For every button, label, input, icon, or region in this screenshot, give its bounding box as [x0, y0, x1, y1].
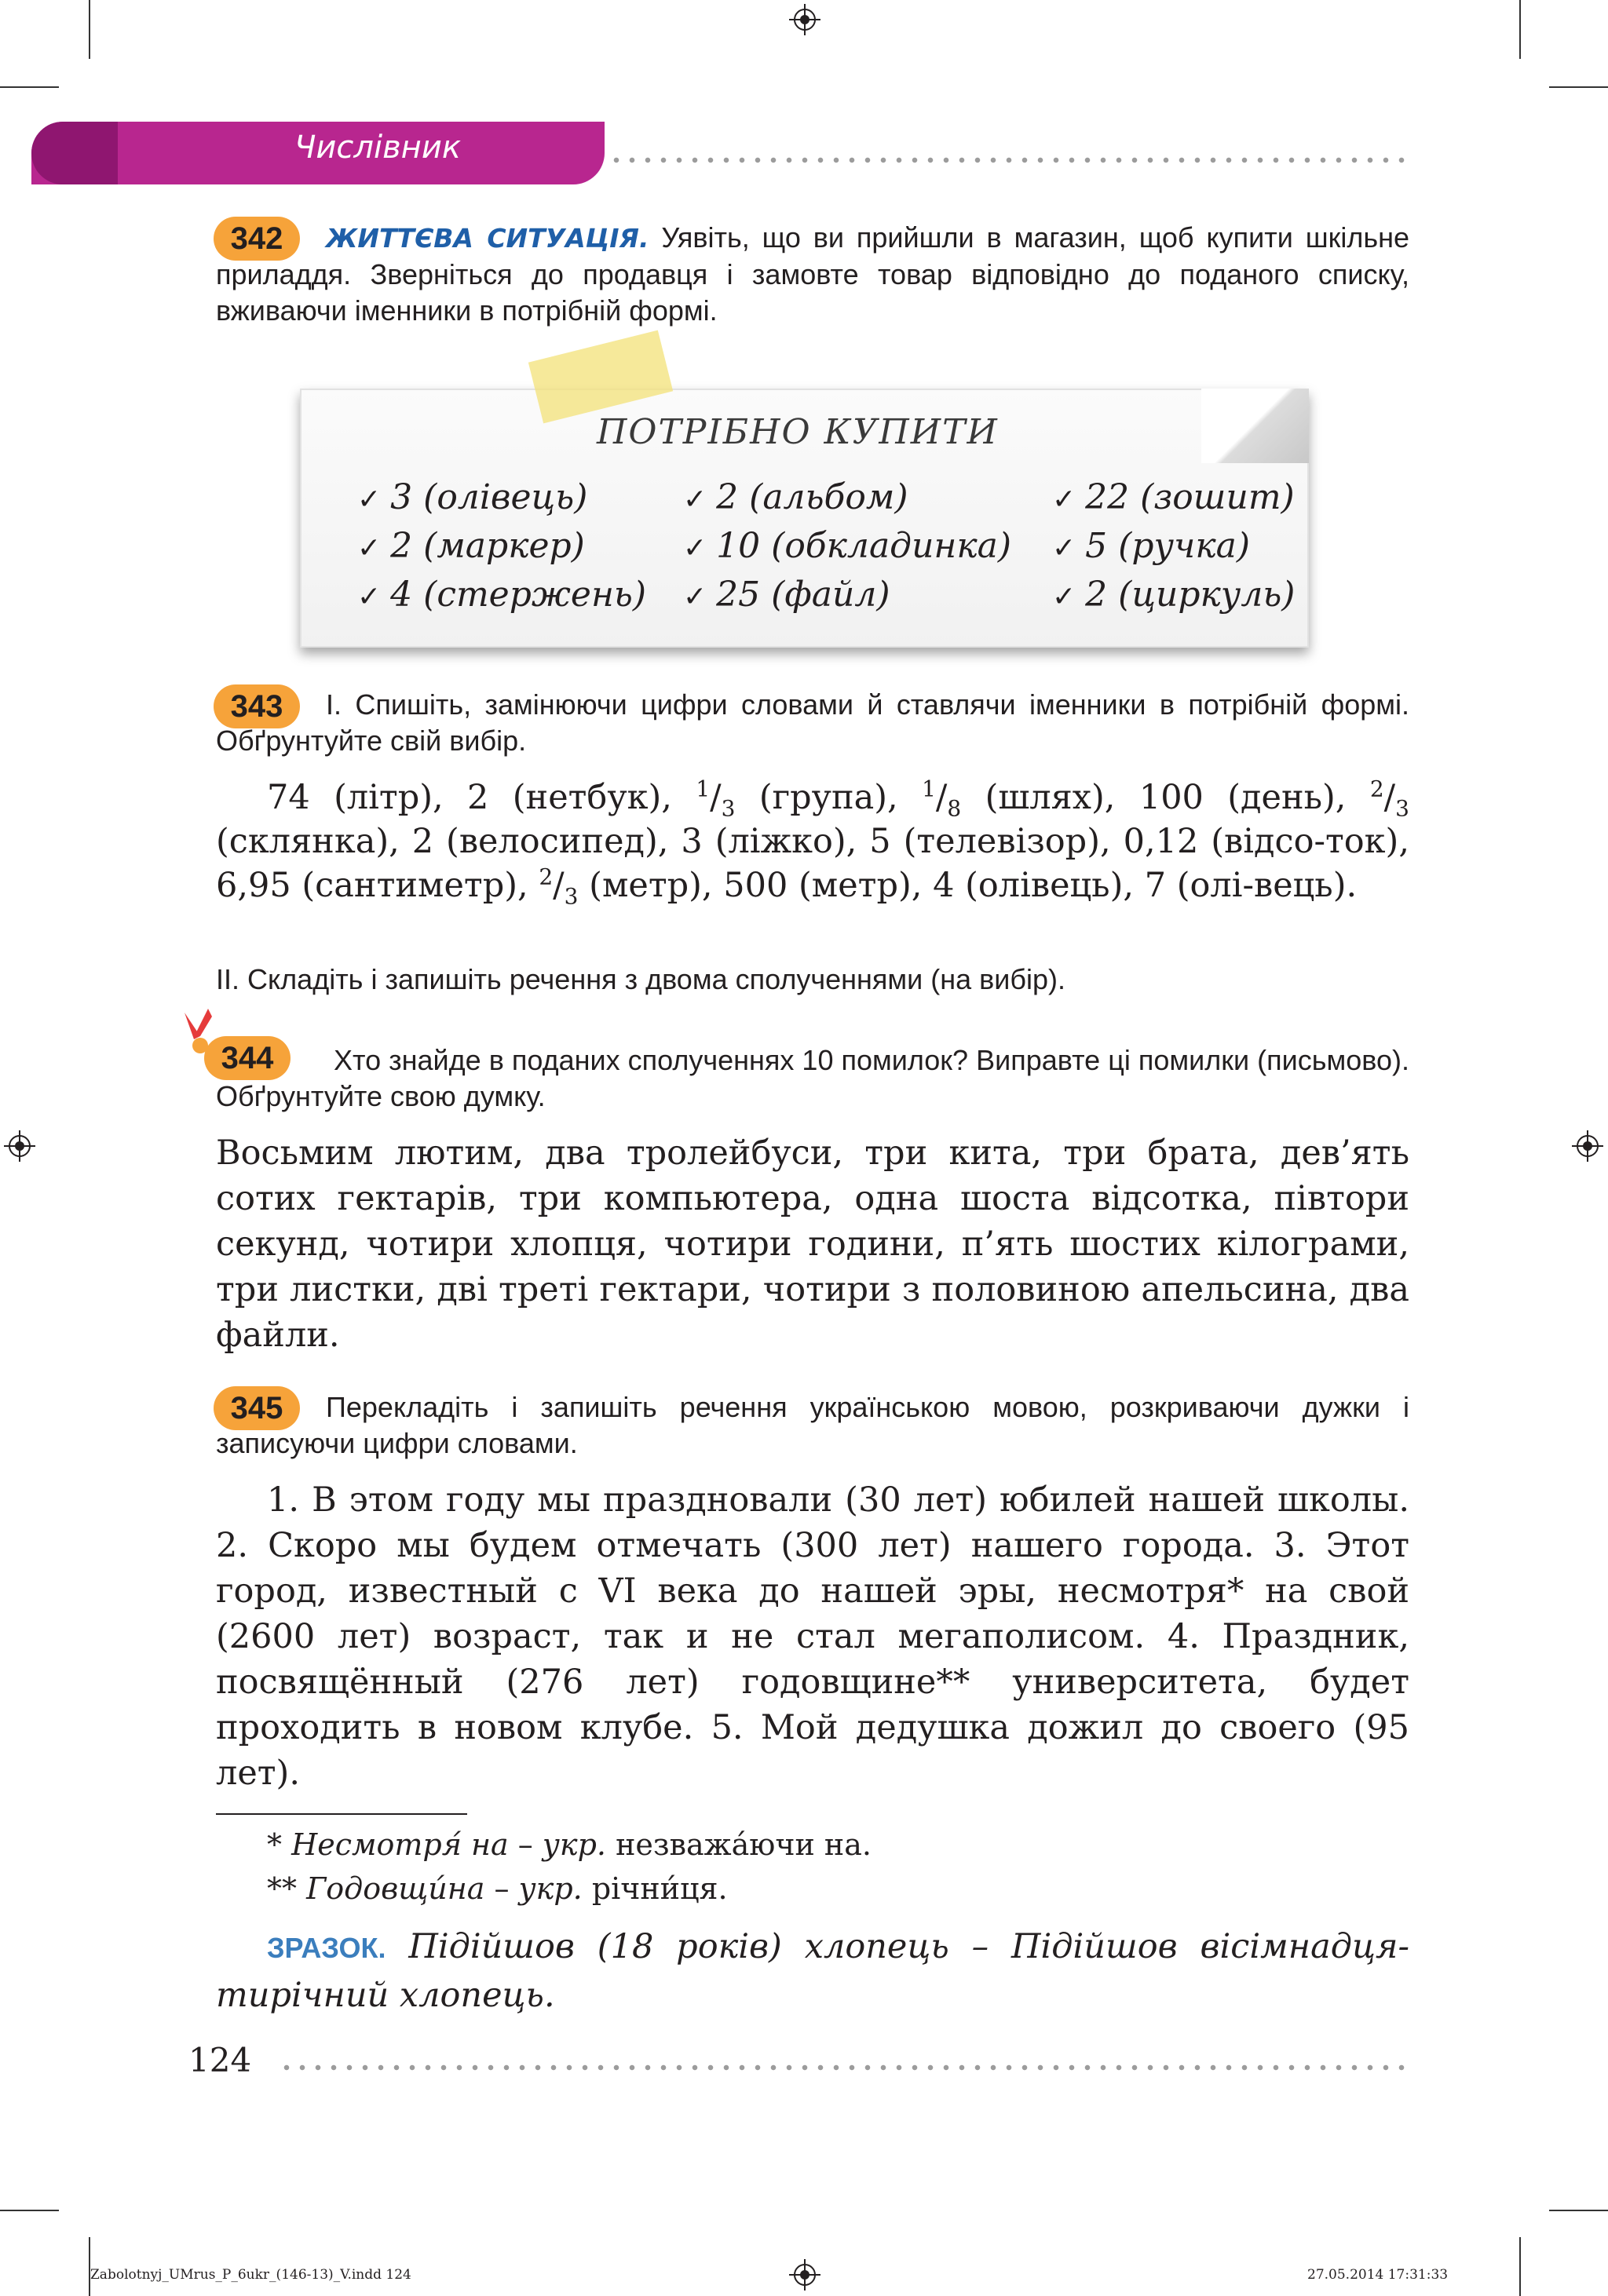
exercise-342-lead: ЖИТТЄВА СИТУАЦІЯ. — [326, 223, 649, 254]
note-title: ПОТРІБНО КУПИТИ — [597, 412, 999, 452]
list-item: ✓ 25 (файл) — [683, 575, 890, 615]
crop-mark — [1549, 2210, 1608, 2211]
print-slug-date: 27.05.2014 17:31:33 — [1307, 2267, 1449, 2283]
checkmark-icon: ✓ — [1052, 581, 1076, 613]
exercise-343-instruction: І. Спишіть, замінюючи цифри словами й ставлячи іменники в потрібній формі. Обґрунтуйте свій вибір. — [216, 688, 1409, 757]
registration-mark-icon — [4, 1130, 35, 1162]
crop-mark — [0, 2210, 59, 2211]
list-item: ✓ 2 (циркуль) — [1052, 575, 1296, 615]
checkmark-icon: ✓ — [683, 484, 707, 516]
crop-mark — [89, 0, 90, 59]
checkmark-icon: ✓ — [683, 581, 707, 613]
exercise-345-body: 1. В этом году мы праздновали (30 лет) юбилей нашей школы. 2. Скоро мы будем отмечать (300 лет) нашего города. 3. Этот город, известный с VI века до нашей эры, несмотря* на свой (2600 лет) возраст, так и не стал мегаполисом. 4. Праздник, посвящённый (276 лет) годовщине** университета, будет проходить в новом клубе. 5. Мой дедушка дожил до своего (95 лет). — [216, 1480, 1409, 1793]
registration-mark-icon — [789, 4, 820, 35]
exercise-343-body: 74 (літр), 2 (нетбук), $^1/_3$ (група), $^1/_8$ (шлях), 100 (день), $^2/_3$ (склянка), 2 (велосипед), 3 (ліжко), 5 (телевізор), 0,12 (відсо-ток), 6,95 (сантиметр), $^2/_3$ (метр), 500 (метр), 4 (олівець), 7 (олі-вець). — [216, 776, 1409, 910]
page-number: 124 — [188, 2041, 252, 2079]
note-folded-corner — [1201, 389, 1309, 463]
list-item: ✓ 2 (маркер) — [357, 526, 585, 566]
checkmark-icon: ✓ — [357, 581, 382, 613]
checkmark-icon: ✓ — [357, 532, 382, 564]
exercise-number-344: 344 — [204, 1036, 291, 1080]
exercise-number-343: 343 — [214, 684, 300, 728]
list-item: ✓ 3 (олівець) — [357, 477, 588, 517]
exercise-342-instruction: Уявіть, що ви прийшли в магазин, щоб купити шкільне приладдя. Зверніться до продавця і замовте товар відповідно до поданого списку, вживаючи іменники в потрібній формі. — [216, 221, 1409, 327]
list-item: ✓ 22 (зошит) — [1052, 477, 1295, 517]
list-item: ✓ 10 (обкладинка) — [683, 526, 1012, 566]
sample-example — [216, 1923, 1409, 2019]
exercise-342-text — [216, 220, 1409, 329]
checkmark-icon: ✓ — [683, 532, 707, 564]
list-item: ✓ 5 (ручка) — [1052, 526, 1251, 566]
checkmark-icon: ✓ — [357, 484, 382, 516]
footnote-1: * Несмотря́ на – укр. незважáючи на. — [267, 1827, 872, 1862]
exercise-344-body: Восьмим лютим, два тролейбуси, три кита, три брата, дев’ять сотих гектарів, три компьютера, одна шоста відсотка, півтори секунд, чотири хлопця, чотири години, п’ять шостих кілограми, три листки, дві треті гектари, чотири з половиною апельсина, два файли. — [216, 1133, 1409, 1355]
registration-mark-icon — [789, 2259, 820, 2291]
exercise-344-instruction: Хто знайде в поданих сполученнях 10 помилок? Виправте ці помилки (письмово). Обґрунтуйте свою думку. — [216, 1044, 1409, 1112]
print-slug-file: Zabolotnyj_UMrus_P_6ukr_(146-13)_V.indd 124 — [90, 2267, 411, 2283]
crop-mark — [1519, 0, 1521, 59]
exercise-number-345: 345 — [214, 1386, 300, 1430]
crop-mark — [1519, 2237, 1521, 2296]
exercise-number-342: 342 — [214, 217, 300, 261]
checkmark-icon: ✓ — [1052, 484, 1076, 516]
crop-mark — [0, 86, 59, 88]
footnote-rule — [216, 1813, 467, 1815]
checkmark-icon: ✓ — [1052, 532, 1076, 564]
registration-mark-icon — [1572, 1130, 1603, 1162]
list-item: ✓ 4 (стержень) — [357, 575, 647, 615]
footer-dotted-rule — [279, 2064, 1409, 2071]
sample-label: ЗРАЗОК. — [267, 1932, 386, 1964]
crop-mark — [1549, 86, 1608, 88]
list-item: ✓ 2 (альбом) — [683, 477, 908, 517]
header-dotted-rule — [608, 157, 1409, 163]
footnote-2: ** Годовщи́на – укр. річни́ця. — [267, 1871, 728, 1906]
exercise-343-part2: ІІ. Складіть і запишіть речення з двома сполученнями (на вибір). — [216, 963, 1065, 995]
section-header-tab — [31, 122, 118, 184]
sample-text: Підійшов (18 років) хлопець – Підійшов вісімнадця-тирічний хлопець. — [216, 1927, 1409, 2015]
exercise-345-instruction: Перекладіть і запишіть речення українською мовою, розкриваючи дужки і записуючи цифри словами. — [216, 1391, 1409, 1459]
section-title: Числівник — [294, 130, 461, 166]
